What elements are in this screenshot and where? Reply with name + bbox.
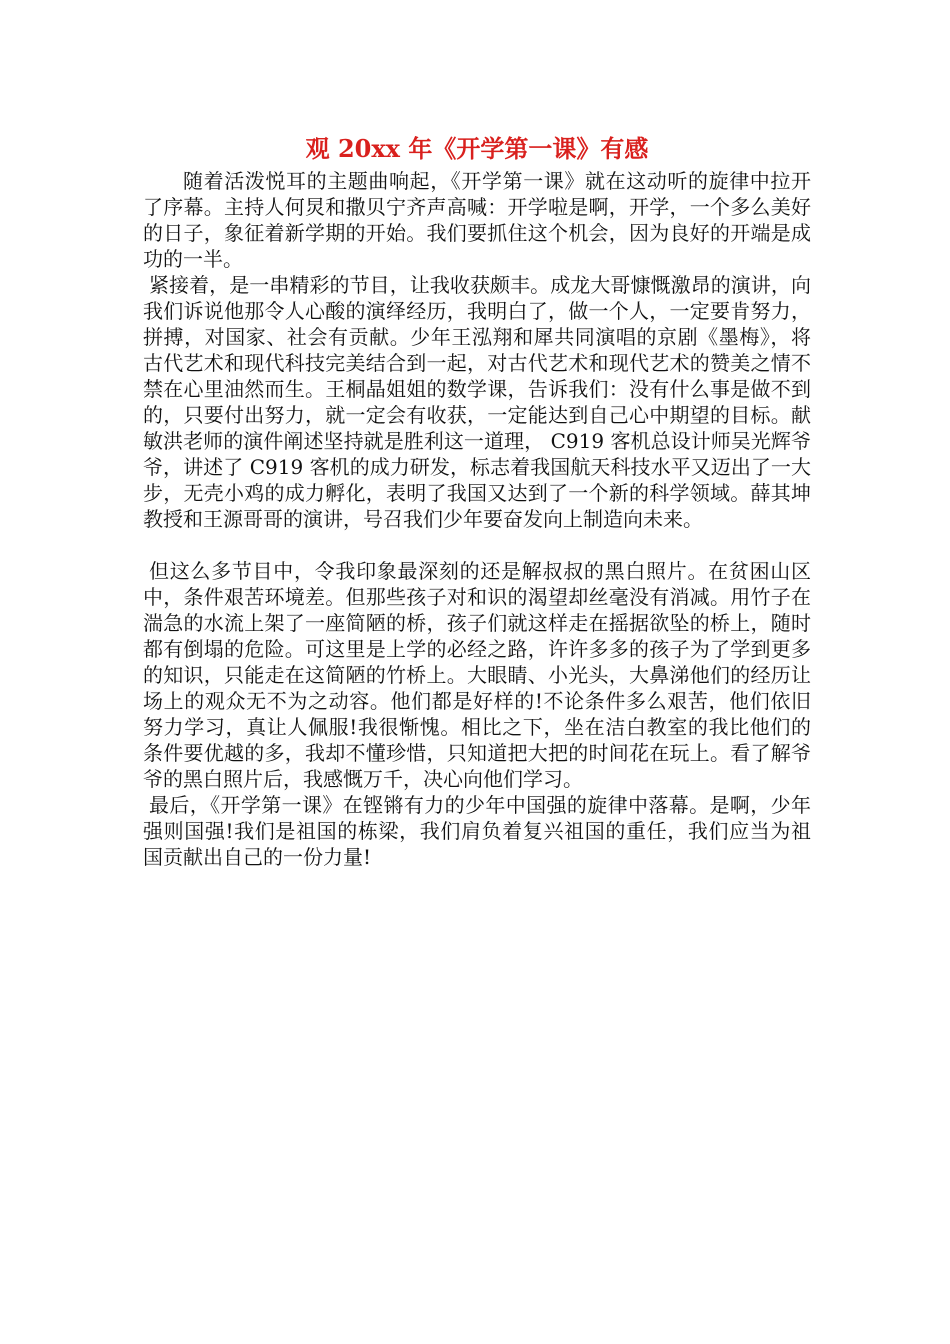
paragraph-spacer xyxy=(143,532,811,558)
document-title: 观 20xx 年《开学第一课》有感 xyxy=(305,134,649,163)
paragraph-intro: 随着活泼悦耳的主题曲响起，《开学第一课》就在这动听的旋律中拉开了序幕。主持人何炅和撒贝宁齐声高喊：开学啦是啊，开学，一个多么美好的日子，象征着新学期的开始。我们要抓住这个机会，因为良好的开端是成功的一半。 xyxy=(143,169,811,271)
paragraph-conclusion: 最后，《开学第一课》在铿锵有力的少年中国强的旋律中落幕。是啊，少年强则国强!我们是祖国的栋梁，我们肩负着复兴祖国的重任，我们应当为祖国贡献出自己的一份力量! xyxy=(143,793,811,869)
document-body xyxy=(143,130,811,870)
paragraph-photos: 但这么多节目中，令我印象最深刻的还是解叔叔的黑白照片。在贫困山区中，条件艰苦环境差。但那些孩子对和识的渴望却丝毫没有消减。用竹子在湍急的水流上架了一座简陋的桥，孩子们就这样走在摇据欲坠的桥上，随时都有倒塌的危险。可这里是上学的必经之路，许许多多的孩子为了学到更多的知识，只能走在这简陋的竹桥上。大眼睛、小光头，大鼻涕他们的经历让场上的观众无不为之动容。他们都是好样的!不论条件多么艰苦，他们依旧努力学习，真让人佩服!我很惭愧。相比之下，坐在洁白教室的我比他们的条件要优越的多，我却不懂珍惜，只知道把大把的时间花在玩上。看了解爷爷的黑白照片后，我感慨万千，决心向他们学习。 xyxy=(143,559,811,791)
paragraph-programs: 紧接着，是一串精彩的节目，让我收获颇丰。成龙大哥慷慨激昂的演讲，向我们诉说他那令人心酸的演绎经历，我明白了，做一个人，一定要肯努力，拼搏，对国家、社会有贡献。少年王泓翔和犀共同演唱的京剧《墨梅》，将古代艺术和现代科技完美结合到一起，对古代艺术和现代艺术的赞美之情不禁在心里油然而生。王桐晶姐姐的数学课，告诉我们：没有什么事是做不到的，只要付出努力，就一定会有收获，一定能达到自己心中期望的目标。献敏洪老师的演件阐述坚持就是胜利这一道理， C919 客机总设计师吴光辉爷爷，讲述了 C919 客机的成力研发，标志着我国航天科技水平又迈出了一大步，无壳小鸡的成力孵化，表明了我国又达到了一个新的科学领域。薛其坤教授和王源哥哥的演讲，号召我们少年要奋发向上制造向未来。 xyxy=(143,273,811,531)
